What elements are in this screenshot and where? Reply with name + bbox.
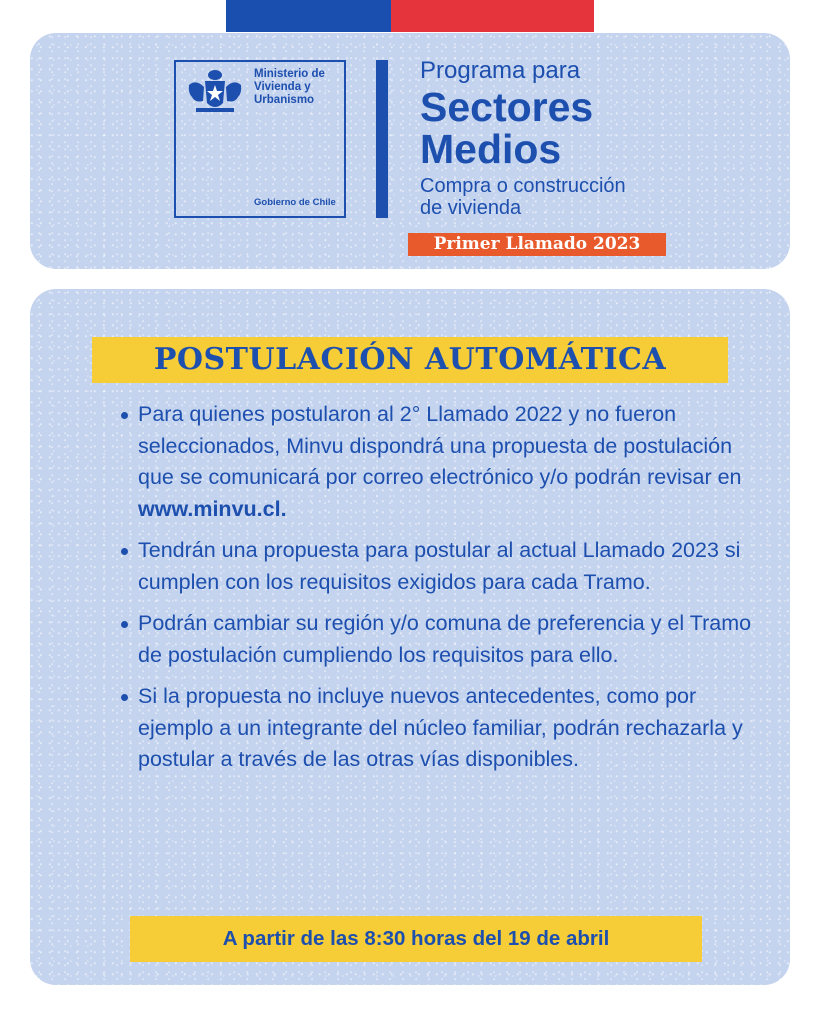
bullet-text: Podrán cambiar su región y/o comuna de preferencia y el Tramo de postulación cumpliendo los requisitos para ello. [138,611,752,667]
program-description [420,175,626,219]
ministry-name-line3: Urbanismo [254,94,315,106]
chile-coat-of-arms-icon [186,69,244,117]
flag-red-stripe [391,0,594,32]
date-badge: A partir de las 8:30 horas del 19 de abril [130,916,702,962]
bullet-item [118,535,758,598]
program-name-line1: Sectores [420,84,594,130]
bullet-item [118,608,758,671]
ministry-name-line1: Ministerio de [254,68,325,80]
bullet-list [118,399,758,786]
ministry-name-line2: Vivienda y [254,81,311,93]
government-label: Gobierno de Chile [254,197,336,208]
bullet-text: Si la propuesta no incluye nuevos antecedentes, como por ejemplo a un integrante del núcleo familiar, podrán rechazarla y postular a través de las otras vías disponibles. [138,684,743,771]
call-badge: Primer Llamado 2023 [408,233,666,256]
bullet-dot-icon [121,548,128,555]
program-title: Programa para [420,57,581,84]
bullet-dot-icon [121,412,128,419]
bullet-dot-icon [121,621,128,628]
main-card [30,289,790,985]
header-card [30,33,790,269]
program-description-line1: Compra o construcción [420,175,626,197]
bullet-item [118,681,758,776]
main-title: POSTULACIÓN AUTOMÁTICA [92,337,728,383]
bullet-text: Tendrán una propuesta para postular al actual Llamado 2023 si cumplen con los requisitos exigidos para cada Tramo. [138,538,741,594]
flag-blue-stripe [226,0,391,32]
header-divider [376,60,388,218]
bullet-text: Para quienes postularon al 2° Llamado 2022 y no fueron seleccionados, Minvu dispondrá una propuesta de postulación que se comunicará por correo electrónico y/o podrán revisar en [138,402,742,489]
ministry-name [254,68,325,107]
minvu-link[interactable]: www.minvu.cl. [138,496,287,521]
program-name-line2: Medios [420,126,562,172]
program-name [420,86,593,170]
bullet-item [118,399,758,525]
ministry-logo [174,60,346,218]
program-description-line2: de vivienda [420,197,522,219]
bullet-dot-icon [121,694,128,701]
